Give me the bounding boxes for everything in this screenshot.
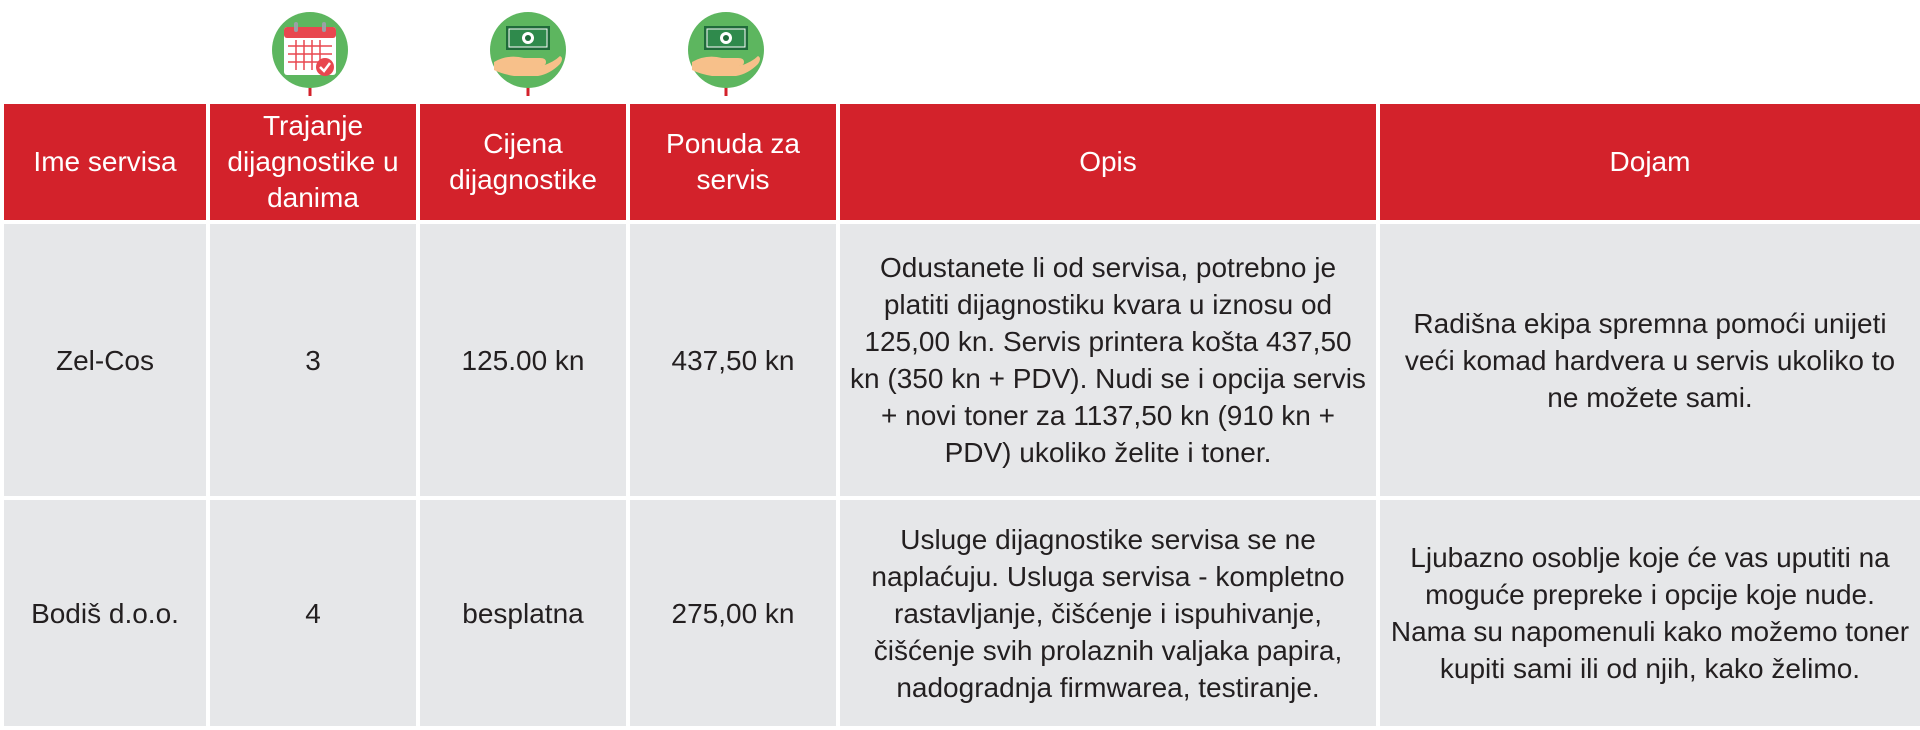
service-name-cell: Zel-Cos bbox=[2, 222, 208, 498]
table-row bbox=[2, 498, 1920, 728]
table-row bbox=[2, 222, 1920, 498]
description-cell: Odustanete li od servisa, potrebno je platiti dijagnostiku kvara u iznosu od 125,00 kn. Servis printera košta 437,50 kn (350 kn + PDV). Nudi se i opcija servis + novi toner za 1137,50 kn (910 kn + PDV) ukoliko želite i toner. bbox=[838, 222, 1378, 498]
header-duration: Trajanje dijagnostike u danima bbox=[208, 102, 418, 222]
impression-cell: Ljubazno osoblje koje će vas uputiti na moguće prepreke i opcije koje nude. Nama su napomenuli kako možemo toner kupiti sami ili od njih, kako želimo. bbox=[1378, 498, 1920, 728]
header-impression: Dojam bbox=[1378, 102, 1920, 222]
description-cell: Usluge dijagnostike servisa se ne naplaćuju. Usluga servisa - kompletno rastavljanje, čišćenje i ispuhivanje, čišćenje svih prolaznih valjaka papira, nadogradnja firmwarea, testiranje. bbox=[838, 498, 1378, 728]
money-hand-icon bbox=[488, 12, 568, 96]
offer-cell: 275,00 kn bbox=[628, 498, 838, 728]
impression-cell: Radišna ekipa spremna pomoći unijeti veći komad hardvera u servis ukoliko to ne možete sami. bbox=[1378, 222, 1920, 498]
header-service-name: Ime servisa bbox=[2, 102, 208, 222]
offer-cell: 437,50 kn bbox=[628, 222, 838, 498]
calendar-icon bbox=[270, 12, 350, 96]
money-hand-icon bbox=[686, 12, 766, 96]
table-header-row bbox=[2, 102, 1920, 222]
price-cell: besplatna bbox=[418, 498, 628, 728]
duration-cell: 3 bbox=[208, 222, 418, 498]
header-diagnostic-price: Cijena dijagnostike bbox=[418, 102, 628, 222]
header-description: Opis bbox=[838, 102, 1378, 222]
service-comparison-table bbox=[0, 100, 1920, 730]
price-cell: 125.00 kn bbox=[418, 222, 628, 498]
header-service-offer: Ponuda za servis bbox=[628, 102, 838, 222]
duration-cell: 4 bbox=[208, 498, 418, 728]
service-name-cell: Bodiš d.o.o. bbox=[2, 498, 208, 728]
